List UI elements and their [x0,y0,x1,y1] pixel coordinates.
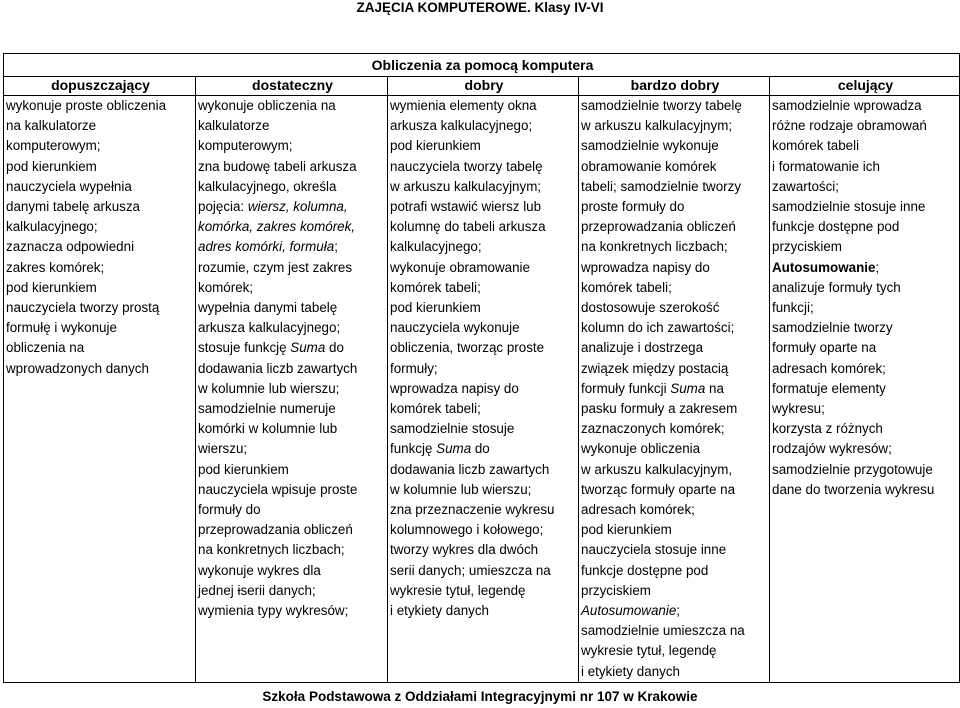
requirement-line [772,480,959,500]
requirement-line [581,561,769,581]
requirement-line [198,359,387,379]
requirement-text: Suma [670,380,706,396]
requirement-text: do [471,441,490,457]
requirement-text: samodzielnie stosuje inne [772,199,926,215]
requirement-line [198,136,387,156]
grade-header-dopuszczajacy: dopuszczający [4,77,196,96]
requirement-line [390,197,578,217]
requirement-text: w kolumnie lub wierszu; [390,481,532,497]
requirement-line [390,520,578,540]
requirement-text: komórek tabeli; [390,401,481,417]
requirement-line [6,237,195,257]
requirement-text: nauczyciela stosuje inne [581,542,727,558]
requirement-text: obliczenia, tworząc proste [390,340,545,356]
requirement-text: arkusza kalkulacyjnego; [390,118,533,134]
requirement-text: kolumnowego i kołowego; [390,522,544,538]
requirement-line [6,136,195,156]
requirement-text: komórek tabeli; [581,279,672,295]
requirement-line [390,439,578,459]
requirement-text: wymienia typy wykresów; [198,603,349,619]
requirement-line [6,177,195,197]
requirement-line [198,419,387,439]
requirement-text: analizuje i dostrzega [581,340,704,356]
requirement-line [581,338,769,358]
requirement-text: dane do tworzenia wykresu [772,481,935,497]
requirement-text: nauczyciela tworzy tabelę [390,158,543,174]
requirement-text: przeprowadzania obliczeń [581,219,736,235]
requirement-text: na kalkulatorze [6,118,97,134]
requirement-line [772,419,959,439]
requirement-line [581,359,769,379]
requirement-line [581,581,769,601]
requirement-line [772,237,959,257]
requirement-text: nauczyciela tworzy prostą [6,300,160,316]
requirement-line [581,197,769,217]
requirement-line [581,237,769,257]
requirement-text: na [705,380,724,396]
requirement-text: samodzielnie przygotowuje [772,461,933,477]
requirement-text: pod kierunkiem [6,158,97,174]
requirement-line [198,258,387,278]
requirement-text: samodzielnie stosuje [390,421,515,437]
requirement-text: zawartości; [772,178,839,194]
requirement-text: pod kierunkiem [390,138,481,154]
requirements-cell-dostateczny [196,96,388,683]
requirement-text: zna budowę tabeli arkusza [198,158,357,174]
requirement-text: kalkulacyjnego; [390,239,482,255]
requirement-text: wymienia elementy okna [390,98,537,113]
requirement-text: na konkretnych liczbach; [198,542,345,558]
requirement-text: funkcję [390,441,437,457]
requirements-cell-dobry [388,96,579,683]
requirement-line [390,540,578,560]
requirement-line [581,278,769,298]
requirement-text: komórki w kolumnie lub [198,421,338,437]
requirements-cell-dopuszczajacy [4,96,196,683]
requirement-text: formuły oparte na [772,340,877,356]
requirement-text: kolumnę do tabeli arkusza [390,219,546,235]
requirement-line [581,480,769,500]
requirement-line [581,439,769,459]
document-title: ZAJĘCIA KOMPUTEROWE. Klasy IV-VI [356,0,604,15]
requirement-text: samodzielnie tworzy tabelę [581,98,742,113]
requirement-text: zaznacza odpowiedni [6,239,135,255]
requirements-table [3,53,960,683]
requirement-text: wprowadzonych danych [6,360,149,376]
requirement-line [390,399,578,419]
requirement-text: adres komórki, formuła [198,239,335,255]
requirement-text: wykresie tytuł, legendę [581,643,717,659]
requirements-row [4,96,960,683]
requirement-line [772,157,959,177]
requirement-line [581,217,769,237]
requirement-text: potrafi wstawić wiersz lub [390,199,542,215]
requirement-line [772,439,959,459]
requirement-line [6,359,195,379]
requirement-line [772,177,959,197]
requirement-text: tworzy wykres dla dwóch [390,542,539,558]
requirement-line [390,561,578,581]
requirement-line [772,278,959,298]
requirement-text: i etykiety danych [581,663,680,679]
requirement-text: w arkuszu kalkulacyjnym, [581,461,733,477]
requirement-text: wprowadza napisy do [390,380,519,396]
requirement-text: kalkulacyjnego; [6,219,98,235]
requirement-line [581,460,769,480]
requirement-line [772,318,959,338]
requirement-text: formuły do [198,502,261,518]
requirement-line [198,480,387,500]
requirement-line [772,399,959,419]
requirement-text: i etykiety danych [390,603,489,619]
requirement-line [390,601,578,621]
requirement-line [390,359,578,379]
requirement-text: tabeli; samodzielnie tworzy [581,178,742,194]
section-title-row [4,54,960,77]
grade-header-row [4,77,960,96]
requirement-line [6,258,195,278]
requirement-text: nauczyciela wpisuje proste [198,481,358,497]
requirement-line [581,298,769,318]
requirement-text: formuły funkcji [581,380,671,396]
requirement-line [198,197,387,217]
requirement-line [581,258,769,278]
requirement-line [772,197,959,217]
requirement-text: samodzielnie umieszcza na [581,623,745,639]
requirement-line [198,540,387,560]
requirement-line [390,258,578,278]
requirement-line [198,157,387,177]
requirement-line [390,581,578,601]
requirement-text: zakres komórek; [6,259,105,275]
school-footer: Szkoła Podstawowa z Oddziałami Integracyjnymi nr 107 w Krakowie [262,689,698,704]
requirement-line [772,96,959,116]
requirement-line [581,96,769,116]
requirement-line [581,540,769,560]
requirement-text: stosuje funkcję [198,340,291,356]
requirement-text: nauczyciela wypełnia [6,178,132,194]
requirement-line [198,581,387,601]
requirement-line [198,278,387,298]
requirement-line [772,136,959,156]
requirement-text: kalkulatorze [198,118,270,134]
grade-header-celujacy: celujący [770,77,960,96]
requirement-line [390,338,578,358]
requirements-cell-celujacy [770,96,960,683]
requirement-line [390,116,578,136]
requirement-line [198,298,387,318]
grade-header-dostateczny: dostateczny [196,77,388,96]
requirement-text: formatuje elementy [772,380,886,396]
requirement-text: ; [875,259,880,275]
requirement-text: komputerowym; [6,138,101,154]
requirement-text: samodzielnie wprowadza [772,98,922,113]
requirement-text: wykonuje obliczenia na [198,98,336,113]
requirement-text: związek między postacią [581,360,729,376]
requirement-line [198,96,387,116]
requirement-text: samodzielnie tworzy [772,320,893,336]
requirement-line [6,157,195,177]
requirement-line [581,621,769,641]
requirement-text: wykonuje wykres dla [198,562,321,578]
requirement-text: obramowanie komórek [581,158,717,174]
requirement-text: komórka, zakres komórek, [198,219,356,235]
requirement-line [6,298,195,318]
requirement-line [390,318,578,338]
requirement-text: funkcje dostępne pod [581,562,709,578]
requirement-line [390,157,578,177]
requirement-text: pod kierunkiem [390,300,481,316]
requirement-line [581,419,769,439]
requirement-text: funkcje dostępne pod [772,219,900,235]
requirement-line [198,460,387,480]
requirement-text: rozumie, czym jest zakres [198,259,353,275]
requirement-text: dodawania liczb zawartych [390,461,550,477]
requirement-text: nauczyciela wykonuje [390,320,520,336]
grade-header-dobry: dobry [388,77,579,96]
requirement-line [581,116,769,136]
requirements-cell-bardzo-dobry [579,96,770,683]
requirement-text: pojęcia: [198,199,248,215]
requirement-line [6,318,195,338]
requirement-line [198,177,387,197]
requirement-text: komórek; [198,279,254,295]
requirement-line [6,338,195,358]
requirement-line [198,379,387,399]
requirement-text: wykresie tytuł, legendę [390,582,526,598]
requirement-text: komórek tabeli; [390,279,481,295]
requirement-line [198,520,387,540]
requirement-text: proste formuły do [581,199,685,215]
requirement-line [390,96,578,116]
requirement-text: wykresu; [772,401,825,417]
requirement-line [6,96,195,116]
requirement-text: na konkretnych liczbach; [581,239,728,255]
requirement-text: zna przeznaczenie wykresu [390,502,555,518]
requirement-text: zaznaczonych komórek; [581,421,725,437]
requirement-text: Suma [290,340,326,356]
requirement-text: funkcji; [772,300,814,316]
requirement-line [581,399,769,419]
requirement-line [390,500,578,520]
requirement-text: formuły; [390,360,438,376]
requirement-text: pod kierunkiem [581,522,672,538]
requirement-text: w arkuszu kalkulacyjnym; [581,118,733,134]
requirement-line [581,641,769,661]
requirement-text: komórek tabeli [772,138,860,154]
requirement-text: wiersz, kolumna, [247,199,348,215]
requirement-line [198,561,387,581]
requirement-text: wykonuje obliczenia [581,441,701,457]
requirement-line [772,379,959,399]
requirement-line [6,116,195,136]
requirement-text: w arkuszu kalkulacyjnym; [390,178,542,194]
requirement-text: samodzielnie wykonuje [581,138,719,154]
requirement-line [772,460,959,480]
requirement-line [390,237,578,257]
requirement-text: ; [676,603,681,619]
requirement-text: wierszu; [198,441,248,457]
requirement-text: wykonuje proste obliczenia [6,98,167,113]
requirement-text: analizuje formuły tych [772,279,901,295]
requirement-line [581,136,769,156]
requirement-line [772,217,959,237]
requirement-text: formułę i wykonuje [6,320,117,336]
requirement-line [772,298,959,318]
requirement-line [390,136,578,156]
requirement-line [198,116,387,136]
requirement-text: rodzajów wykresów; [772,441,892,457]
requirement-line [6,197,195,217]
requirement-text: adresach komórek; [581,502,695,518]
requirement-text: wykonuje obramowanie [390,259,530,275]
requirement-line [390,460,578,480]
requirement-line [581,662,769,682]
requirement-text: pasku formuły a zakresem [581,401,738,417]
requirement-line [581,177,769,197]
requirement-line [581,601,769,621]
requirement-text: pod kierunkiem [6,279,97,295]
requirement-line [390,298,578,318]
grade-header-bardzo-dobry: bardzo dobry [579,77,770,96]
requirement-text: adresach komórek; [772,360,886,376]
requirement-line [198,237,387,257]
requirement-line [390,419,578,439]
requirement-line [581,379,769,399]
requirement-text: jednej [198,582,238,598]
requirement-text: serii danych; umieszcza na [390,562,551,578]
requirement-text: danymi tabelę arkusza [6,199,140,215]
requirement-line [198,338,387,358]
requirement-text: przyciskiem [772,239,842,255]
requirement-line [198,217,387,237]
requirement-line [581,500,769,520]
requirement-text: do [325,340,344,356]
requirement-text: komputerowym; [198,138,293,154]
requirement-text: Autosumowanie [581,603,677,619]
requirement-line [772,338,959,358]
requirement-text: i formatowanie ich [772,158,880,174]
requirement-line [772,258,959,278]
requirement-line [772,116,959,136]
section-title: Obliczenia za pomocą komputera [4,54,960,77]
requirement-text: arkusza kalkulacyjnego; [198,320,341,336]
requirement-line [390,217,578,237]
requirement-line [772,359,959,379]
requirement-text: Suma [436,441,472,457]
requirement-line [198,439,387,459]
requirement-line [6,217,195,237]
requirement-text: kalkulacyjnego, określa [198,178,337,194]
requirement-text: tworząc formuły oparte na [581,481,736,497]
requirement-text: i [237,582,241,598]
requirement-text: samodzielnie numeruje [198,401,336,417]
requirement-text: wypełnia danymi tabelę [198,300,338,316]
requirement-text: wprowadza napisy do [581,259,710,275]
requirement-text: kolumn do ich zawartości; [581,320,735,336]
requirement-text: dostosowuje szerokość [581,300,720,316]
requirement-text: w kolumnie lub wierszu; [198,380,340,396]
requirement-line [581,520,769,540]
requirement-line [198,500,387,520]
requirement-line [198,601,387,621]
requirement-line [6,278,195,298]
requirement-line [390,278,578,298]
requirement-line [581,318,769,338]
requirement-line [390,177,578,197]
requirement-line [390,480,578,500]
requirement-text: przeprowadzania obliczeń [198,522,353,538]
requirement-text: przyciskiem [581,582,651,598]
requirement-text: dodawania liczb zawartych [198,360,358,376]
requirement-text: obliczenia na [6,340,85,356]
requirement-text: pod kierunkiem [198,461,289,477]
requirement-text: serii danych; [240,582,316,598]
requirement-line [581,157,769,177]
requirement-text: różne rodzaje obramowań [772,118,927,134]
requirement-text: Autosumowanie [772,259,876,275]
requirement-line [390,379,578,399]
requirement-text: ; [334,239,338,255]
requirement-line [198,318,387,338]
requirement-text: korzysta z różnych [772,421,883,437]
requirement-line [198,399,387,419]
